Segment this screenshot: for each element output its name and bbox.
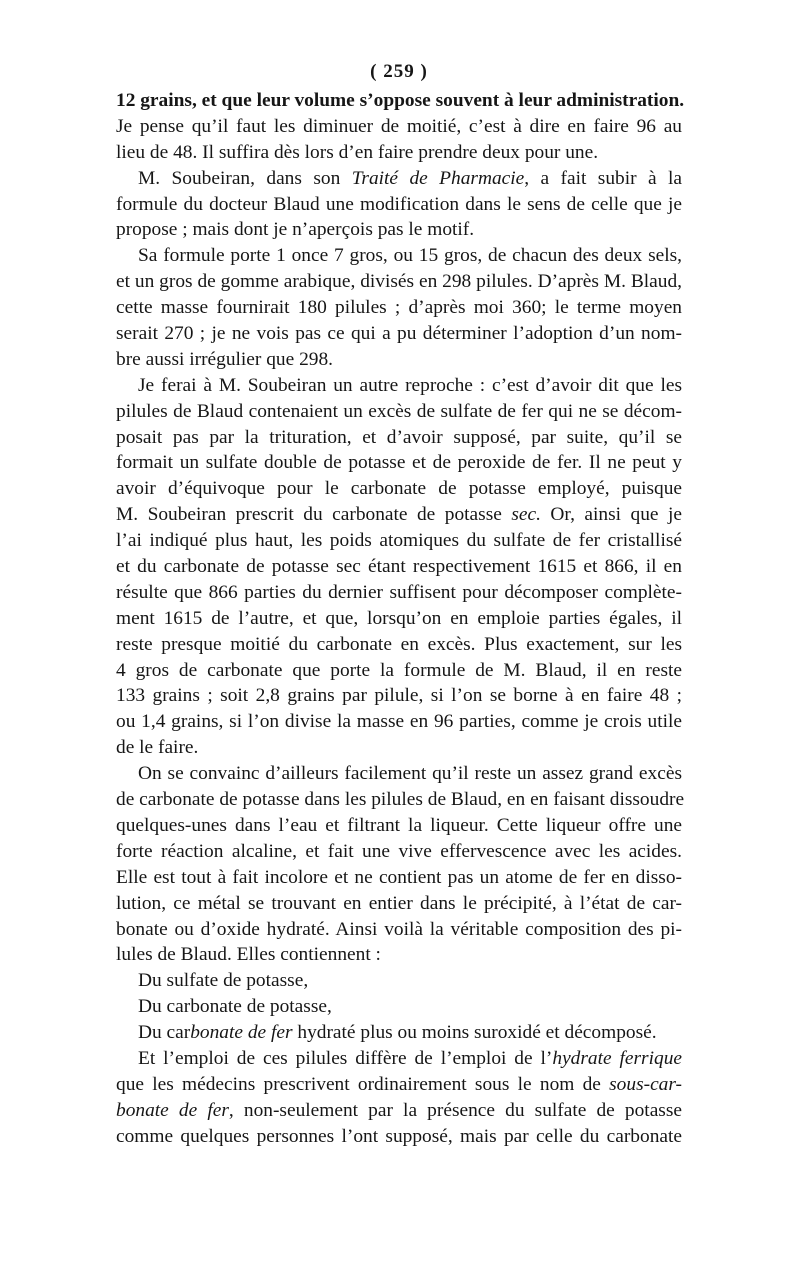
text-line: de carbonate de potasse dans les pilules de Blaud, en en faisant dissoudre (116, 789, 685, 811)
text-line: propose ; mais dont je n’aperçois pas le motif. (116, 219, 475, 241)
text-line: bonate ou d’oxide hydraté. Ainsi voilà la véritable composition des pi- (116, 918, 682, 940)
text-line: Je pense qu’il faut les diminuer de moitié, c’est à dire en faire 96 au (116, 115, 682, 137)
text-line: résulte que 866 parties du dernier suffisent pour décomposer complète- (116, 581, 682, 603)
text-line: cette masse fournirait 180 pilules ; d’après moi 360; le terme moyen (116, 297, 682, 319)
text-line: pilules de Blaud contenaient un excès de sulfate de fer qui ne se décom- (116, 400, 682, 422)
text-line: Elle est tout à fait incolore et ne contient pas un atome de fer en disso- (116, 866, 682, 888)
text-line: Du sulfate de potasse, (138, 970, 309, 992)
text-line: Du carbonate de potasse, (138, 996, 332, 1018)
text-line: ment 1615 de l’autre, et que, lorsqu’on en emploie parties égales, il (116, 607, 682, 629)
text-line: On se convainc d’ailleurs facilement qu’il reste un assez grand excès (138, 763, 682, 785)
text-line: bre aussi irrégulier que 298. (116, 348, 333, 370)
text-line: Du carbonate de fer hydraté plus ou moins suroxidé et décomposé. (138, 1022, 657, 1044)
text-body (116, 88, 685, 1150)
text-line: et un gros de gomme arabique, divisés en 298 pilules. D’après M. Blaud, (116, 271, 682, 293)
text-line: reste presque moitié du carbonate en excès. Plus exactement, sur les (116, 633, 682, 655)
text-line: lules de Blaud. Elles contiennent : (116, 944, 381, 966)
text-line: 12 grains, et que leur volume s’oppose souvent à leur administration. (116, 90, 685, 111)
text-line: 133 grains ; soit 2,8 grains par pilule, si l’on se borne à en faire 48 ; (116, 685, 682, 707)
text-line: quelques-unes dans l’eau et filtrant la liqueur. Cette liqueur offre une (116, 814, 682, 836)
text-line: ou 1,4 grains, si l’on divise la masse en 96 parties, comme je crois utile (116, 711, 682, 733)
text-line: avoir d’équivoque pour le carbonate de potasse employé, puisque (116, 478, 682, 500)
text-line: formait un sulfate double de potasse et de peroxide de fer. Il ne peut y (116, 452, 682, 474)
text-line: Je ferai à M. Soubeiran un autre reproche : c’est d’avoir dit que les (138, 374, 682, 396)
text-line: de le faire. (116, 737, 199, 759)
text-line: M. Soubeiran, dans son Traité de Pharmacie, a fait subir à la (138, 167, 682, 189)
text-line: lution, ce métal se trouvant en entier dans le précipité, à l’état de car- (116, 892, 682, 914)
text-line: serait 270 ; je ne vois pas ce qui a pu déterminer l’adoption d’un nom- (116, 323, 682, 345)
text-line: comme quelques personnes l’ont supposé, mais par celle du carbonate (116, 1125, 682, 1147)
text-line: forte réaction alcaline, et fait une vive effervescence avec les acides. (116, 840, 682, 862)
text-line: Et l’emploi de ces pilules diffère de l’emploi de l’hydrate ferrique (138, 1047, 682, 1069)
text-line: formule du docteur Blaud une modification dans le sens de celle que je (116, 193, 682, 215)
page-number: ( 259 ) (370, 61, 428, 82)
text-line: bonate de fer, non-seulement par la présence du sulfate de potasse (116, 1099, 682, 1121)
text-line: l’ai indiqué plus haut, les poids atomiques du sulfate de fer cristallisé (116, 530, 682, 552)
book-page (116, 58, 685, 1150)
text-line: Sa formule porte 1 once 7 gros, ou 15 gros, de chacun des deux sels, (138, 245, 682, 267)
text-line: 4 gros de carbonate que porte la formule de M. Blaud, il en reste (116, 659, 682, 681)
text-line: lieu de 48. Il suffira dès lors d’en faire prendre deux pour une. (116, 141, 599, 163)
text-line: M. Soubeiran prescrit du carbonate de potasse sec. Or, ainsi que je (116, 504, 682, 526)
text-line: que les médecins prescrivent ordinairement sous le nom de sous-car- (116, 1073, 682, 1095)
text-line: posait pas par la trituration, et d’avoir supposé, par suite, qu’il se (116, 426, 682, 448)
text-line: et du carbonate de potasse sec étant respectivement 1615 et 866, il en (116, 556, 682, 578)
